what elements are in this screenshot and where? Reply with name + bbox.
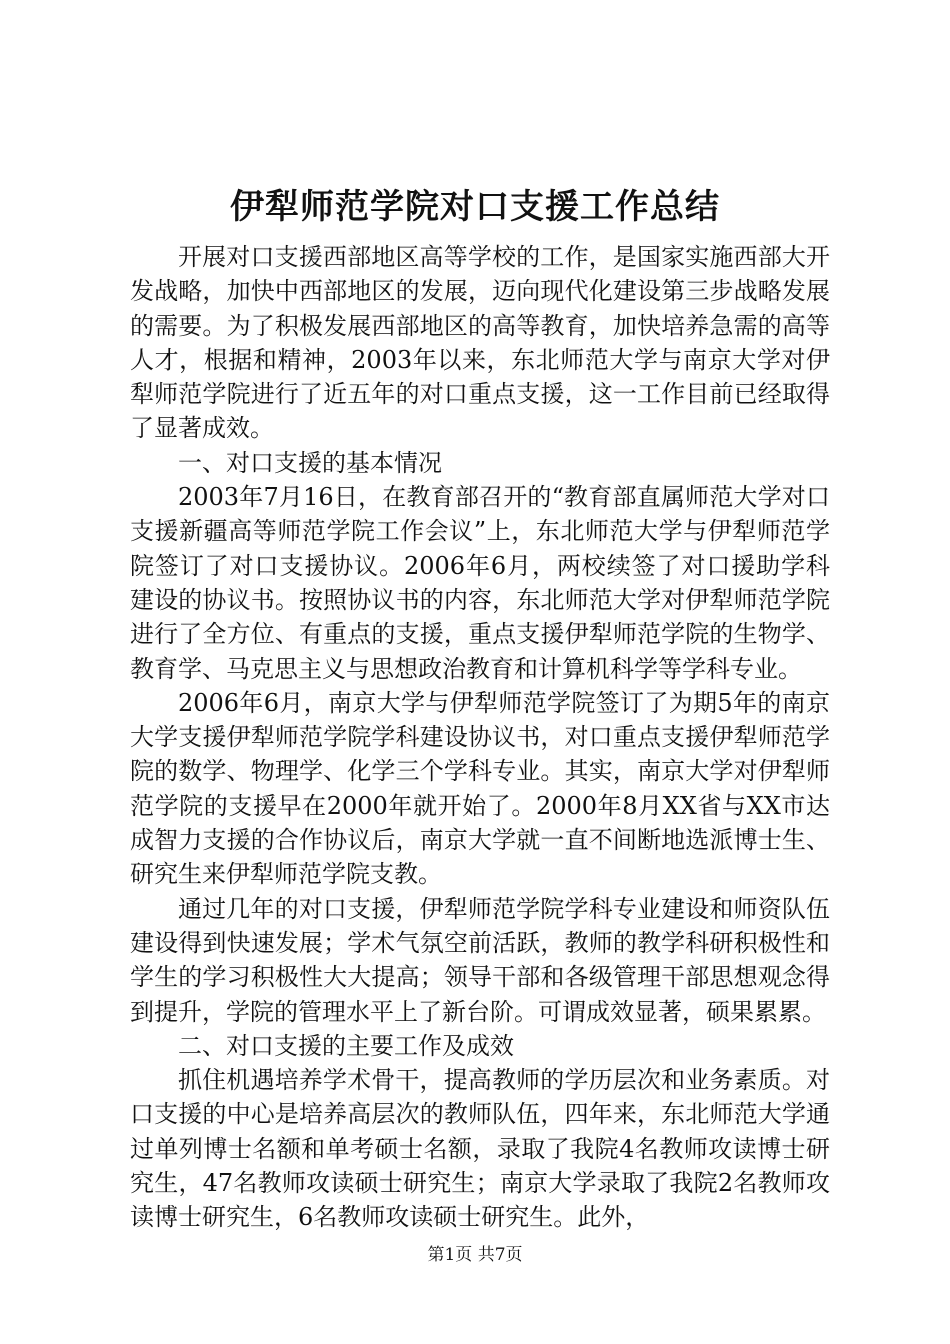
document-title: 伊犁师范学院对口支援工作总结 [230, 187, 720, 227]
page-number-footer: 第1页 共7页 [427, 1245, 523, 1265]
document-body [130, 240, 830, 1235]
paragraph-nanjing-university: 2006年6月，南京大学与伊犁师范学院签订了为期5年的南京大学支援伊犁师范学院学科建设协议书，对口重点支援伊犁师范学院的数学、物理学、化学三个学科专业。其实，南京大学对伊犁师范学院的支援早在2000年就开始了。2000年8月XX省与XX市达成智力支援的合作协议后，南京大学就一直不间断地选派博士生、研究生来伊犁师范学院支教。 [130, 688, 830, 889]
section-heading-main-work: 二、对口支援的主要工作及成效 [178, 1031, 514, 1060]
paragraph-teacher-training: 抓住机遇培养学术骨干，提高教师的学历层次和业务素质。对口支援的中心是培养高层次的教师队伍，四年来，东北师范大学通过单列博士名额和单考硕士名额，录取了我院4名教师攻读博士研究生，47名教师攻读硕士研究生；南京大学录取了我院2名教师攻读博士研究生，6名教师攻读硕士研究生。此外， [130, 1066, 830, 1232]
paragraph-northeast-normal: 2003年7月16日，在教育部召开的“教育部直属师范大学对口支援新疆高等师范学院工作会议”上，东北师范大学与伊犁师范学院签订了对口支援协议。2006年6月，两校续签了对口援助学科建设的协议书。按照协议书的内容，东北师范大学对伊犁师范学院进行了全方位、有重点的支援，重点支援伊犁师范学院的生物学、教育学、马克思主义与思想政治教育和计算机科学等学科专业。 [130, 483, 830, 683]
paragraph-intro: 开展对口支援西部地区高等学校的工作，是国家实施西部大开发战略，加快中西部地区的发展，迈向现代化建设第三步战略发展的需要。为了积极发展西部地区的高等教育，加快培养急需的高等人才，根据和精神，2003年以来，东北师范大学与南京大学对伊犁师范学院进行了近五年的对口重点支援，这一工作目前已经取得了显著成效。 [130, 243, 830, 443]
section-heading-basic-situation: 一、对口支援的基本情况 [178, 448, 442, 477]
paragraph-results: 通过几年的对口支援，伊犁师范学院学科专业建设和师资队伍建设得到快速发展；学术气氛空前活跃，教师的教学科研积极性和学生的学习积极性大大提高；领导干部和各级管理干部思想观念得到提升，学院的管理水平上了新台阶。可谓成效显著，硕果累累。 [130, 894, 830, 1026]
